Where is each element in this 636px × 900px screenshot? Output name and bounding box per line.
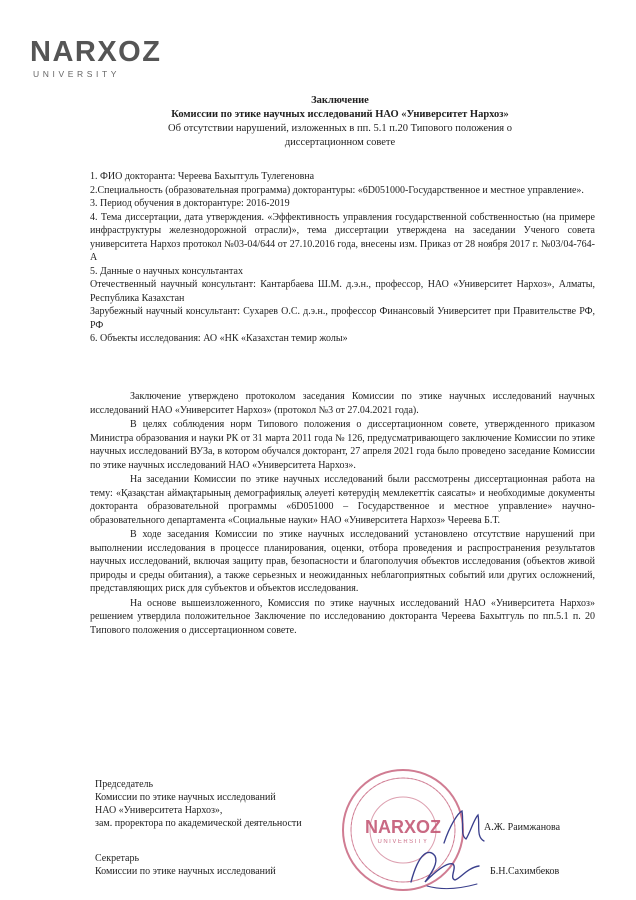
logo-name: NARXOZ (30, 36, 162, 68)
doc-subtitle: Комиссии по этике научных исследований НАО «Университет Нархоз» (171, 109, 509, 120)
chair-line: НАО «Университета Нархоз», (95, 805, 223, 816)
chair-line: Председатель (95, 779, 154, 790)
secretary-line: Комиссии по этике научных исследований (95, 866, 276, 877)
body-paragraph: В целях соблюдения норм Типового положения о диссертационном совете, утвержденного приказом Министра образования и науки РК от 31 марта 2011 года № 126, предусматривающего заключение Комиссии по этике научных исследований ВУЗа, в котором обучался докторант, 27 апреля 2021 года было проведено заседание Комиссии по этике научных исследований НАО «Университета Нархоз». (90, 419, 595, 471)
secretary-line: Секретарь (95, 853, 140, 864)
body-paragraph: В ходе заседания Комиссии по этике научных исследований установлено отсутствие нарушений при выполнении исследования в процессе планирования, оценки, отбора проведения и распространения результатов научных исследований, включая защиту прав, безопасности и благополучия объектов исследования (объектов живой природы и среды обитания), а также серьезных и неожиданных неблагоприятных событий или других осложнений, представляющих риск для субъектов и объектов исследования. (90, 529, 595, 594)
stamp-center-text: NARXOZ (365, 817, 441, 837)
fact-item: 2.Специальность (образовательная программа) докторантуры: «6D051000-Государственное и местное управление». (90, 184, 584, 196)
stamp-sub-text: UNIVERSITY (377, 839, 429, 845)
chair-signature-block (95, 778, 302, 830)
document-body (90, 390, 595, 637)
doctoral-facts (90, 170, 595, 346)
chair-line: зам. проректора по академической деятельности (95, 818, 302, 829)
secretary-name: Б.Н.Сахимбеков (490, 866, 560, 877)
fact-item: 5. Данные о научных консультантах (90, 265, 243, 277)
secretary-signature-block (95, 852, 276, 878)
fact-item: Зарубежный научный консультант: Сухарев О.С. д.э.н., профессор Финансовый Университет при Правительстве РФ, РФ (90, 306, 595, 331)
fact-item: 4. Тема диссертации, дата утверждения. «Эффективность управления государственной собственностью (на примере инфраструктуры железнодорожной отрасли)», тема диссертации утверждена на заседании Ученого совета университета Нархоз протокол №03-04/644 от 27.10.2016 года, внесены изм. Приказ от 28 ноября 2017 г. №03/04-764-А (90, 211, 595, 263)
logo-sub: UNIVERSITY (33, 69, 121, 79)
body-paragraph: На заседании Комиссии по этике научных исследований были рассмотрены диссертационная работа на тему: «Қазақстан аймақтарының демографиялық әлеуеті көтерудің мемлекеттік саясаты» и необходимые документы докторанта образовательной программы «6D051000 – Государственное и местное управление» научно-образовательного департамента «Социальные науки» НАО «Университета Нархоз» Череева Б.Т. (90, 474, 595, 526)
fact-item: Отечественный научный консультант: Кантарбаева Ш.М. д.э.н., профессор, НАО «Университет Нархоз», Алматы, Республика Казахстан (90, 279, 595, 304)
chair-name: А.Ж. Раимжанова (484, 822, 561, 833)
body-paragraph: Заключение утверждено протоколом заседания Комиссии по этике научных исследований научных исследований НАО «Университет Нархоз» (протокол №3 от 27.04.2021 года). (90, 391, 595, 416)
secretary-handwritten-signature-icon (405, 842, 485, 897)
doc-subject-line1: Об отсутствии нарушений, изложенных в пп. 5.1 п.20 Типового положения о (168, 123, 512, 134)
chair-line: Комиссии по этике научных исследований (95, 792, 276, 803)
doc-subject-line2: диссертационном совете (284, 137, 396, 148)
fact-item: 3. Период обучения в докторантуре: 2016-2019 (90, 198, 290, 209)
fact-item: 6. Объекты исследования: АО «НК «Казахстан темир жолы» (90, 333, 348, 344)
doc-title: Заключение (311, 95, 369, 106)
narxoz-logo (30, 38, 161, 79)
body-paragraph: На основе вышеизложенного, Комиссия по этике научных исследований НАО «Университета Нархоз» решением утвердила положительное Заключение по исследованию докторанта Череева Бахытгуль по пп.5.1 п. 20 Типового положения о диссертационном совете. (90, 597, 595, 636)
fact-item: 1. ФИО докторанта: Череева Бахытгуль Тулегеновна (90, 171, 315, 182)
document-header (90, 94, 590, 150)
